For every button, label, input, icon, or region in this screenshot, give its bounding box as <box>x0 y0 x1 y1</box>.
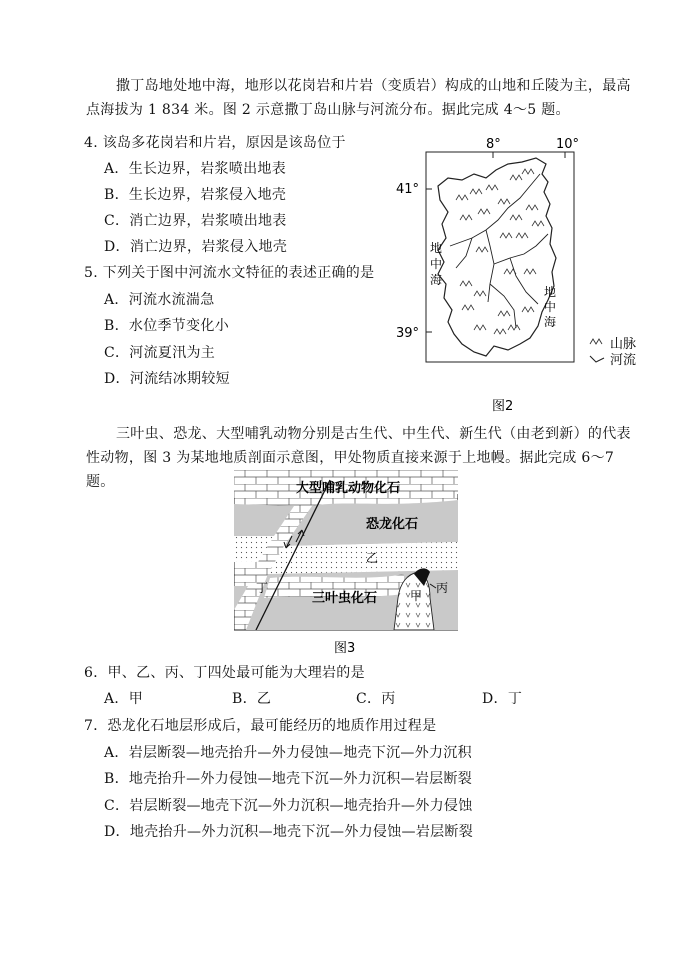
question-6-stem: 6．甲、乙、丙、丁四处最可能为大理岩的是 <box>84 665 365 681</box>
question-6-option-a: A．甲 <box>104 691 144 707</box>
legend-river-label: 河流 <box>610 353 637 368</box>
legend-river-icon <box>590 356 604 362</box>
question-6-option-d: D．丁 <box>482 691 523 707</box>
label-jia: 甲 <box>410 589 423 603</box>
question-5-option-c: C．河流夏汛为主 <box>104 345 216 361</box>
question-7-option-c: C．岩层断裂—地壳下沉—外力沉积—地壳抬升—外力侵蚀 <box>104 798 473 814</box>
question-4-option-b: B．生长边界，岩浆侵入地壳 <box>104 187 287 203</box>
intro-paragraph-1: 撒丁岛地处地中海，地形以花岗岩和片岩（变质岩）构成的山地和丘陵为主，最高点海拔为 1 834 米。图 2 示意撒丁岛山脉与河流分布。据此完成 4～5 题。 <box>86 78 631 118</box>
label-bing: 丙 <box>436 581 449 595</box>
latitude-41-label: 41° <box>396 182 420 197</box>
longitude-8-label: 8° <box>486 137 501 152</box>
question-7-option-a: A．岩层断裂—地壳抬升—外力侵蚀—地壳下沉—外力沉积 <box>104 745 472 761</box>
legend-mountain-label: 山脉 <box>610 337 637 352</box>
question-5-stem: 5. 下列关于图中河流水文特征的表述正确的是 <box>84 265 375 281</box>
question-4-stem: 4. 该岛多花岗岩和片岩，原因是该岛位于 <box>84 135 346 151</box>
sea-label-east-1: 地 <box>544 285 557 299</box>
question-7-option-b: B．地壳抬升—外力侵蚀—地壳下沉—外力沉积—岩层断裂 <box>104 771 473 787</box>
sea-label-east-3: 海 <box>544 315 557 329</box>
question-5-option-a: A．河流水流湍急 <box>104 292 215 308</box>
label-mammal-fossil: 大型哺乳动物化石 <box>296 481 401 496</box>
figure-2-caption: 图2 <box>492 399 514 414</box>
label-trilobite-fossil: 三叶虫化石 <box>312 591 378 606</box>
question-5-option-d: D．河流结冰期较短 <box>104 371 230 387</box>
legend-mountain-icon <box>590 339 602 344</box>
longitude-10-label: 10° <box>556 137 580 152</box>
sea-label-west-2: 中 <box>430 257 443 271</box>
question-4-option-d: D．消亡边界，岩浆侵入地壳 <box>104 239 288 255</box>
figure-3-caption: 图3 <box>334 641 356 656</box>
question-4-option-c: C．消亡边界，岩浆喷出地表 <box>104 213 287 229</box>
question-5-option-b: B．水位季节变化小 <box>104 318 229 334</box>
label-yi: 乙 <box>366 551 379 565</box>
question-7-stem: 7．恐龙化石地层形成后，最可能经历的地质作用过程是 <box>84 718 437 734</box>
question-6-option-b: B．乙 <box>232 691 272 707</box>
label-dinosaur-fossil: 恐龙化石 <box>366 517 419 532</box>
question-6-option-c: C．丙 <box>356 691 396 707</box>
question-4-option-a: A．生长边界，岩浆喷出地表 <box>104 161 287 177</box>
sea-label-west-1: 地 <box>430 241 443 255</box>
sea-label-west-3: 海 <box>430 273 443 287</box>
question-7-option-d: D．地壳抬升—外力沉积—地壳下沉—外力侵蚀—岩层断裂 <box>104 824 474 840</box>
sea-label-east-2: 中 <box>544 300 557 314</box>
figure-2-map <box>390 134 680 418</box>
label-ding: 丁 <box>256 581 269 595</box>
latitude-39-label: 39° <box>396 326 420 341</box>
figure-3-cross-section <box>234 470 458 660</box>
intro-paragraph-2: 三叶虫、恐龙、大型哺乳动物分别是古生代、中生代、新生代（由老到新）的代表性动物，图 3 为某地地质剖面示意图，甲处物质直接来源于上地幔。据此完成 6～7 题。 <box>86 426 631 490</box>
